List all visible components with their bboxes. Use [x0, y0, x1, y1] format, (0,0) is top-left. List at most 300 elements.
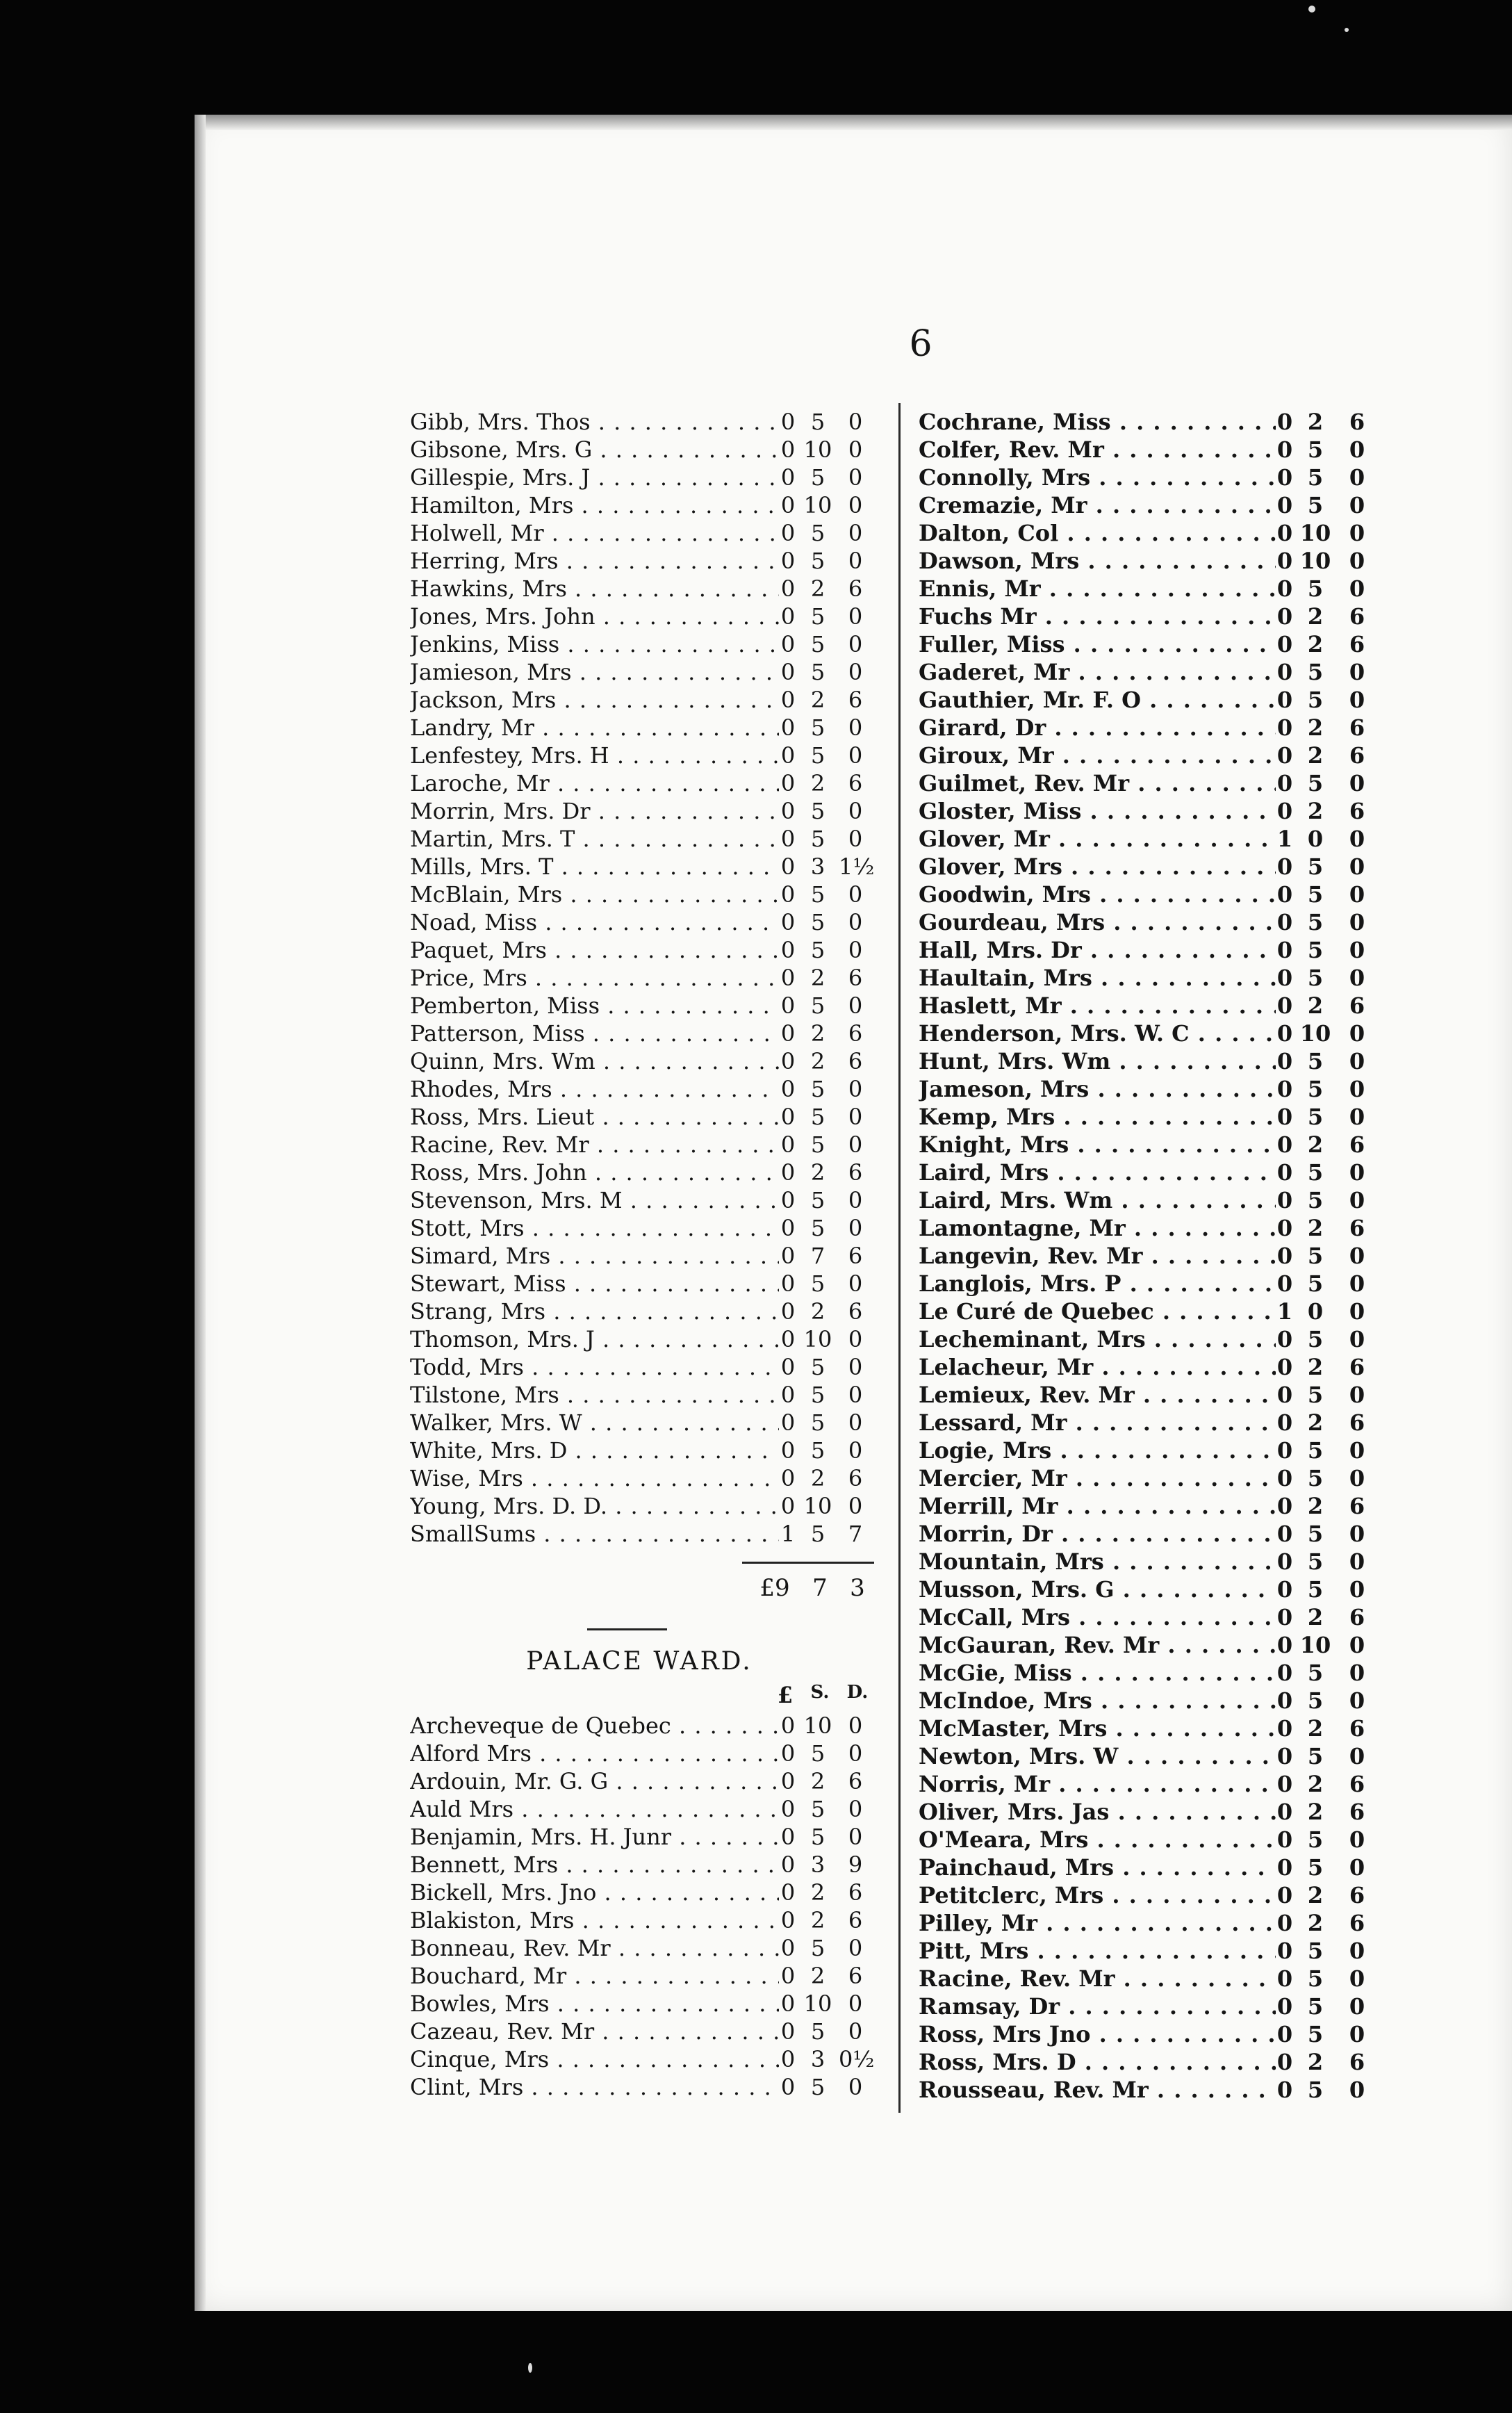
- subscriber-row: [410, 1020, 872, 1047]
- amount-pence: 6: [1349, 1799, 1365, 1825]
- subscriber-name: Oliver, Mrs. Jas . . .: [919, 1798, 1276, 1826]
- subscriber-name: Cinque, Mrs . . .: [410, 2045, 779, 2073]
- amount-pounds: 0: [780, 1270, 796, 1297]
- subscriber-name: Clint, Mrs . . .: [410, 2073, 779, 2101]
- amount-pounds: 0: [780, 1187, 796, 1213]
- subscription-amount: [779, 1242, 872, 1270]
- subscription-amount: [779, 1851, 872, 1879]
- amount-pounds: 0: [1276, 742, 1293, 769]
- amount-pounds: 0: [780, 826, 796, 852]
- subscriber-row: [919, 1603, 1377, 1631]
- subscriber-row: [919, 1826, 1377, 1854]
- amount-pence: 0: [1349, 1465, 1365, 1491]
- subscriber-name: Quinn, Mrs. Wm . . .: [410, 1047, 779, 1075]
- amount-shillings: 3: [810, 1851, 825, 1878]
- amount-shillings: 5: [1307, 1382, 1324, 1408]
- subscriber-row: [919, 1186, 1377, 1214]
- subscription-amount: [1276, 1242, 1377, 1270]
- subscription-amount: [1276, 1881, 1377, 1909]
- amount-pence: 0: [1349, 1632, 1365, 1658]
- subscriber-name: Laroche, Mr . . .: [410, 769, 779, 797]
- subscriber-row: [410, 519, 872, 547]
- amount-pounds: 0: [1276, 1854, 1293, 1881]
- amount-shillings: 2: [1307, 1715, 1324, 1742]
- amount-pence: 0: [848, 1409, 863, 1436]
- subscription-amount: [1276, 1409, 1377, 1437]
- amount-pounds: 0: [1276, 1910, 1293, 1936]
- amount-pence: 6: [1349, 798, 1365, 824]
- subscription-amount: [779, 658, 872, 686]
- amount-pence: 0: [1349, 1743, 1365, 1769]
- amount-pounds: 0: [1276, 992, 1293, 1019]
- subscription-amount: [1276, 1353, 1377, 1381]
- amount-pounds: 0: [780, 631, 796, 657]
- amount-shillings: 5: [1307, 1521, 1324, 1547]
- subscription-amount: [779, 1906, 872, 1934]
- amount-shillings: 5: [1307, 1965, 1324, 1992]
- subscription-amount: [1276, 603, 1377, 630]
- subscriber-name: Price, Mrs . . .: [410, 964, 779, 992]
- amount-shillings: 5: [1307, 1465, 1324, 1491]
- subscriber-row: [410, 1879, 872, 1906]
- amount-pounds: 0: [780, 1354, 796, 1380]
- amount-shillings: 5: [1307, 909, 1324, 935]
- amount-pence: 0: [1349, 1076, 1365, 1102]
- amount-pounds: 0: [780, 464, 796, 491]
- subscription-amount: [779, 714, 872, 742]
- amount-pounds: 0: [1276, 909, 1293, 935]
- subscriber-name: Thomson, Mrs. J . . .: [410, 1325, 779, 1353]
- subscription-amount: [779, 1767, 872, 1795]
- subscriber-row: [919, 603, 1377, 630]
- amount-pounds: 0: [780, 1907, 796, 1933]
- subscriber-row: [410, 686, 872, 714]
- amount-pence: 6: [848, 1298, 863, 1325]
- amount-shillings: 2: [810, 1879, 825, 1906]
- subscription-amount: [779, 1186, 872, 1214]
- subscription-amount: [779, 519, 872, 547]
- amount-pounds: 0: [1276, 1354, 1293, 1380]
- amount-pence: 9: [848, 1851, 863, 1878]
- amount-pounds: 0: [780, 1382, 796, 1408]
- amount-pounds: 0: [780, 1048, 796, 1074]
- subscriber-row: [919, 2048, 1377, 2076]
- amount-pence: 0: [848, 1326, 863, 1352]
- amount-pounds: 0: [780, 2018, 796, 2045]
- subscriber-row: [410, 1214, 872, 1242]
- subscriber-row: [410, 658, 872, 686]
- subscription-amount: [1276, 1742, 1377, 1770]
- amount-pounds: 0: [1276, 1604, 1293, 1630]
- amount-pounds: 0: [1276, 492, 1293, 518]
- amount-shillings: 5: [810, 1076, 825, 1102]
- subscriber-row: [410, 2045, 875, 2073]
- subscriber-name: Alford Mrs . . .: [410, 1740, 779, 1767]
- subscriber-row: [919, 1881, 1377, 1909]
- subscriber-name: Morrin, Mrs. Dr . . .: [410, 797, 779, 825]
- amount-shillings: 5: [1307, 687, 1324, 713]
- amount-shillings: 5: [810, 826, 825, 852]
- amount-shillings: 5: [1307, 436, 1324, 463]
- subscriber-row: [410, 1409, 872, 1437]
- amount-pence: 6: [1349, 1771, 1365, 1797]
- amount-pounds: 0: [780, 1243, 796, 1269]
- amount-shillings: 5: [1307, 2077, 1324, 2103]
- subscriber-row: [919, 1687, 1377, 1715]
- amount-shillings: 10: [1299, 548, 1331, 574]
- subscriber-name: Young, Mrs. D. D. . . .: [410, 1492, 779, 1520]
- subscriber-row: [919, 1715, 1377, 1742]
- subscriber-row: [410, 436, 872, 464]
- amount-pounds: 0: [780, 1796, 796, 1822]
- amount-shillings: 10: [1299, 520, 1331, 546]
- subscriber-name: Lecheminant, Mrs . . .: [919, 1325, 1276, 1353]
- subscriber-row: [919, 1659, 1377, 1687]
- amount-shillings: 5: [810, 464, 825, 491]
- amount-shillings: 5: [1307, 937, 1324, 963]
- subscriber-name: Glover, Mr . . .: [919, 825, 1276, 853]
- amount-pounds: 0: [780, 992, 796, 1019]
- amount-pounds: 0: [780, 548, 796, 574]
- amount-pence: 0: [848, 1382, 863, 1408]
- amount-shillings: 2: [1307, 1354, 1324, 1380]
- amount-shillings: 5: [1307, 881, 1324, 908]
- subscription-amount: [1276, 1798, 1377, 1826]
- amount-pence: 6: [848, 1963, 863, 1989]
- subscription-amount: [1276, 686, 1377, 714]
- amount-shillings: 5: [1307, 575, 1324, 602]
- amount-shillings: 5: [1307, 1826, 1324, 1853]
- amount-shillings: 10: [1299, 1632, 1331, 1658]
- amount-shillings: 5: [810, 1382, 825, 1408]
- subscriber-row: [410, 603, 872, 630]
- amount-shillings: 2: [810, 1768, 825, 1794]
- amount-pence: 0: [848, 1935, 863, 1961]
- subscriber-name: Knight, Mrs . . .: [919, 1131, 1276, 1159]
- subscription-amount: [779, 1879, 872, 1906]
- subscriber-name: Ross, Mrs. Lieut . . .: [410, 1103, 779, 1131]
- subscriber-name: Petitclerc, Mrs . . .: [919, 1881, 1276, 1909]
- subscription-amount: [1276, 1937, 1377, 1965]
- subscriber-name: Gourdeau, Mrs . . .: [919, 908, 1276, 936]
- subscriber-row: [919, 742, 1377, 769]
- subscriber-row: [410, 1159, 872, 1186]
- amount-shillings: 5: [1307, 464, 1324, 491]
- amount-pounds: 0: [1276, 881, 1293, 908]
- subscription-amount: [779, 1047, 872, 1075]
- subscriber-name: Lamontagne, Mr . . .: [919, 1214, 1276, 1242]
- subscriber-row: [919, 1270, 1377, 1298]
- amount-pence: 0: [848, 1131, 863, 1158]
- subscriber-row: [919, 575, 1377, 603]
- amount-pence: 0: [1349, 1521, 1365, 1547]
- subscriber-name: Goodwin, Mrs . . .: [919, 881, 1276, 908]
- subscriber-name: Gloster, Miss . . .: [919, 797, 1276, 825]
- amount-pence: 0: [848, 909, 863, 935]
- amount-pounds: 0: [780, 2046, 796, 2072]
- amount-pounds: 0: [1276, 1409, 1293, 1436]
- subscription-amount: [1276, 1576, 1377, 1603]
- subscription-amount: [779, 1437, 872, 1464]
- amount-shillings: 2: [1307, 1771, 1324, 1797]
- amount-shillings: 5: [1307, 492, 1324, 518]
- amount-pence: 0: [848, 714, 863, 741]
- subscriber-name: Guilmet, Rev. Mr . . .: [919, 769, 1276, 797]
- amount-shillings: 2: [810, 1465, 825, 1491]
- amount-shillings: 2: [810, 1048, 825, 1074]
- amount-shillings: 5: [810, 1354, 825, 1380]
- subscription-amount: [779, 1020, 872, 1047]
- amount-pounds: 1: [1276, 826, 1293, 852]
- ward-heading: PALACE WARD.: [526, 1647, 753, 1676]
- amount-pence: 0: [1349, 937, 1365, 963]
- amount-pence: 6: [848, 1465, 863, 1491]
- amount-shillings: 5: [810, 409, 825, 435]
- amount-pence: 0: [848, 1104, 863, 1130]
- subscriber-row: [919, 1381, 1377, 1409]
- ward-total: [728, 1574, 874, 1602]
- amount-shillings: 2: [810, 1159, 825, 1186]
- scan-speck: [1308, 6, 1315, 13]
- subscriber-row: [919, 1854, 1377, 1881]
- amount-pence: 6: [1349, 631, 1365, 657]
- subscriber-name: Gibsone, Mrs. G . . .: [410, 436, 779, 464]
- amount-pence: 0: [1349, 826, 1365, 852]
- subscriber-row: [410, 2073, 872, 2101]
- amount-pounds: 0: [1276, 714, 1293, 741]
- amount-shillings: 5: [810, 548, 825, 574]
- subscription-amount: [779, 436, 872, 464]
- amount-shillings: 5: [1307, 1548, 1324, 1575]
- subscriber-row: [919, 436, 1377, 464]
- amount-pence: 0: [848, 1215, 863, 1241]
- amount-pounds: 0: [780, 1740, 796, 1767]
- amount-pence: 0: [1349, 1826, 1365, 1853]
- amount-pounds: 0: [1276, 1993, 1293, 2020]
- subscriber-row: [919, 1103, 1377, 1131]
- subscription-amount: [1276, 2076, 1377, 2104]
- amount-pounds: 0: [1276, 937, 1293, 963]
- subscriber-row: [410, 825, 872, 853]
- amount-pounds: 0: [1276, 798, 1293, 824]
- amount-pence: 0: [1349, 1243, 1365, 1269]
- subscriber-name: Hamilton, Mrs . . .: [410, 491, 779, 519]
- amount-shillings: 2: [1307, 409, 1324, 435]
- amount-shillings: 2: [810, 965, 825, 991]
- subscriber-row: [410, 1075, 872, 1103]
- amount-pounds: 0: [1276, 1187, 1293, 1213]
- amount-pence: 0: [1349, 853, 1365, 880]
- amount-shillings: 5: [810, 742, 825, 769]
- amount-pence: 0: [848, 1990, 863, 2017]
- amount-shillings: 5: [810, 1796, 825, 1822]
- subscriber-name: Pitt, Mrs . . .: [919, 1937, 1276, 1965]
- amount-pence: 0: [848, 1270, 863, 1297]
- subscriber-row: [410, 1795, 872, 1823]
- subscription-amount: [1276, 408, 1377, 436]
- amount-pounds: 0: [780, 1879, 796, 1906]
- amount-shillings: 5: [810, 2018, 825, 2045]
- amount-pence: 0: [1349, 965, 1365, 991]
- subscriber-name: Cochrane, Miss . . .: [919, 408, 1276, 436]
- amount-shillings: 5: [810, 992, 825, 1019]
- subscription-amount: [779, 1131, 872, 1159]
- subscription-amount: [1276, 1103, 1377, 1131]
- subscription-amount: [779, 491, 872, 519]
- subscriber-row: [919, 1631, 1377, 1659]
- amount-pounds: 0: [1276, 575, 1293, 602]
- amount-shillings: 5: [810, 1104, 825, 1130]
- amount-shillings: 5: [810, 1409, 825, 1436]
- subscriber-name: Gauthier, Mr. F. O . . .: [919, 686, 1276, 714]
- subscriber-name: SmallSums . . .: [410, 1520, 779, 1548]
- subscriber-name: Ross, Mrs Jno . . .: [919, 2020, 1276, 2048]
- subscriber-name: Hawkins, Mrs . . .: [410, 575, 779, 603]
- amount-pence: 0: [848, 1493, 863, 1519]
- amount-pounds: 0: [780, 881, 796, 908]
- amount-shillings: 2: [1307, 1799, 1324, 1825]
- subscriber-name: Girard, Dr . . .: [919, 714, 1276, 742]
- subscriber-row: [410, 908, 872, 936]
- amount-pence: 0: [1349, 1326, 1365, 1352]
- amount-pence: 0: [848, 881, 863, 908]
- amount-pence: 0: [848, 798, 863, 824]
- amount-pence: 6: [848, 1159, 863, 1186]
- subscription-amount: [779, 1298, 872, 1325]
- subscriber-name: Wise, Mrs . . .: [410, 1464, 779, 1492]
- amount-pounds: 0: [1276, 1521, 1293, 1547]
- subscriber-name: Hunt, Mrs. Wm . . .: [919, 1047, 1276, 1075]
- subscriber-name: McGauran, Rev. Mr . . .: [919, 1631, 1276, 1659]
- subscriber-name: Norris, Mr . . .: [919, 1770, 1276, 1798]
- amount-pounds: 0: [1276, 1465, 1293, 1491]
- header-pence: D.: [846, 1682, 869, 1703]
- subscription-amount: [1276, 936, 1377, 964]
- amount-pounds: 0: [1276, 2049, 1293, 2075]
- subscriber-name: Fuchs Mr . . .: [919, 603, 1276, 630]
- amount-pence: 6: [1349, 1354, 1365, 1380]
- amount-shillings: 5: [810, 659, 825, 685]
- subscriber-name: Newton, Mrs. W . . .: [919, 1742, 1276, 1770]
- subscriber-row: [919, 825, 1377, 853]
- subscription-amount: [779, 1409, 872, 1437]
- amount-shillings: 5: [810, 631, 825, 657]
- subscriber-name: Glover, Mrs . . .: [919, 853, 1276, 881]
- amount-pence: 0: [1349, 1437, 1365, 1464]
- subscriber-name: Stevenson, Mrs. M . . .: [410, 1186, 779, 1214]
- amount-pounds: 0: [1276, 1548, 1293, 1575]
- amount-pence: 0: [1349, 1104, 1365, 1130]
- subscriber-name: Bowles, Mrs . . .: [410, 1990, 779, 2018]
- amount-pounds: 0: [780, 1215, 796, 1241]
- amount-pounds: 0: [780, 1465, 796, 1491]
- subscriber-row: [919, 1993, 1377, 2020]
- subscription-amount: [1276, 992, 1377, 1020]
- subscriber-row: [410, 1047, 872, 1075]
- amount-shillings: 2: [1307, 2049, 1324, 2075]
- amount-pence: 0: [1349, 464, 1365, 491]
- amount-pounds: 0: [780, 965, 796, 991]
- amount-shillings: 2: [810, 1963, 825, 1989]
- amount-pence: 0: [1349, 2077, 1365, 2103]
- subscriber-name: Logie, Mrs . . .: [919, 1437, 1276, 1464]
- amount-pence: 6: [1349, 603, 1365, 630]
- subscriber-name: Musson, Mrs. G . . .: [919, 1576, 1276, 1603]
- subscription-amount: [1276, 1715, 1377, 1742]
- subscription-amount: [779, 936, 872, 964]
- subscriber-row: [410, 1740, 872, 1767]
- total-pence: 3: [850, 1574, 865, 1602]
- subscription-amount: [779, 964, 872, 992]
- subscriber-row: [410, 714, 872, 742]
- subscription-amount: [779, 547, 872, 575]
- amount-shillings: 5: [810, 798, 825, 824]
- amount-pounds: 0: [1276, 1632, 1293, 1658]
- subscriber-row: [410, 1823, 872, 1851]
- subscription-amount: [1276, 853, 1377, 881]
- subscriber-row: [919, 2076, 1377, 2104]
- amount-shillings: 5: [1307, 1076, 1324, 1102]
- amount-pounds: 0: [780, 2074, 796, 2100]
- amount-pence: 6: [1349, 992, 1365, 1019]
- amount-pounds: 0: [1276, 2021, 1293, 2047]
- subscriber-row: [919, 658, 1377, 686]
- amount-shillings: 10: [803, 436, 832, 463]
- amount-pounds: 0: [780, 1768, 796, 1794]
- amount-shillings: 5: [1307, 1270, 1324, 1297]
- amount-pence: 0: [848, 1740, 863, 1767]
- subscriber-row: [410, 1381, 872, 1409]
- amount-pence: 0: [848, 937, 863, 963]
- page-top-edge: [195, 115, 1512, 130]
- subscription-amount: [1276, 1325, 1377, 1353]
- subscriber-row: [410, 1767, 872, 1795]
- subscriber-row: [919, 1214, 1377, 1242]
- amount-shillings: 2: [810, 575, 825, 602]
- subscription-amount: [1276, 1854, 1377, 1881]
- amount-pounds: 0: [1276, 1965, 1293, 1992]
- subscriber-name: McBlain, Mrs . . .: [410, 881, 779, 908]
- amount-pence: 0: [1349, 548, 1365, 574]
- subscription-amount: [1276, 1298, 1377, 1325]
- subscriber-row: [410, 1520, 872, 1548]
- total-pounds: £9: [759, 1574, 790, 1602]
- amount-pence: 0: [848, 826, 863, 852]
- subscription-amount: [779, 1381, 872, 1409]
- subscriber-row: [410, 1353, 872, 1381]
- subscriber-row: [410, 992, 872, 1020]
- subscriber-name: Mercier, Mr . . .: [919, 1464, 1276, 1492]
- subscriber-row: [919, 1325, 1377, 1353]
- amount-pounds: 0: [780, 770, 796, 796]
- subscriber-name: Gibb, Mrs. Thos . . .: [410, 408, 779, 436]
- amount-shillings: 5: [810, 1740, 825, 1767]
- subscription-amount: [1276, 1159, 1377, 1186]
- amount-pounds: 0: [780, 659, 796, 685]
- subscriber-row: [919, 630, 1377, 658]
- subscriber-name: Le Curé de Quebec . . .: [919, 1298, 1276, 1325]
- subscriber-name: Laird, Mrs. Wm . . .: [919, 1186, 1276, 1214]
- subscriber-name: Benjamin, Mrs. H. Junr . . .: [410, 1823, 779, 1851]
- amount-pounds: 0: [1276, 520, 1293, 546]
- subscriber-name: Paquet, Mrs . . .: [410, 936, 779, 964]
- subscription-amount: [1276, 797, 1377, 825]
- subscription-amount: [1276, 491, 1377, 519]
- subscriber-name: McIndoe, Mrs . . .: [919, 1687, 1276, 1715]
- amount-shillings: 10: [803, 492, 832, 518]
- amount-pence: 6: [1349, 742, 1365, 769]
- amount-pounds: 0: [1276, 1715, 1293, 1742]
